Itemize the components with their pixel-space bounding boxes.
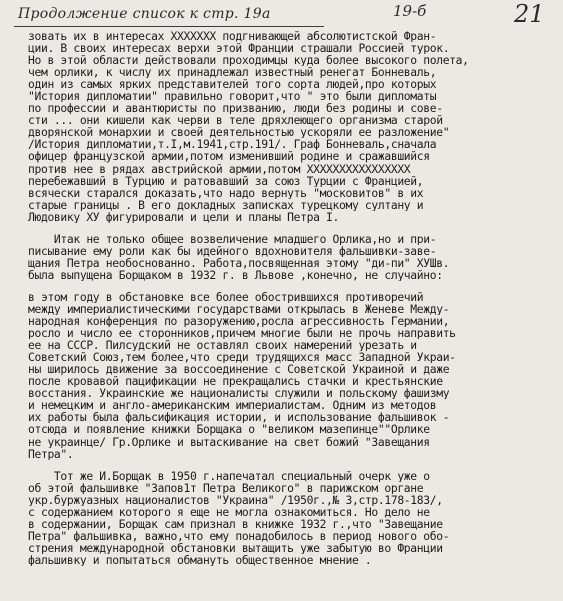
text-line: Итак не только общее возвеличение младшего Орлика,но и при- (28, 232, 437, 245)
text-line: по профессии и авантюристы по призванию, люди без родины и сове- (28, 102, 443, 115)
text-line: против нее в рядах австрийской армии,потом ХХХХХХХХХХХХХХХХ (28, 162, 411, 175)
text-line: Людовику ХУ фигурировали и цели и планы Петра I. (28, 210, 340, 223)
text-line: отсюда и появление книжки Борщака о "великом мазепинце""Орлике (28, 423, 430, 436)
page-header (0, 0, 563, 34)
text-line: один из самых ярких представителей того сорта людей,про которых (28, 78, 437, 91)
handwritten-continuation-note: Продолжение список к стр. 19а (18, 6, 271, 22)
text-line: сти ... они кишели как черви в теле дряхлеющего организма старой (28, 114, 443, 127)
text-line: ее на СССР. Пилсудский не оставлял своих намерений урезать и (28, 339, 417, 352)
text-line: ны ширилось движение за воссоединение с Советской Украиной и даже (28, 363, 450, 376)
text-line: укр.буржуазных националистов "Украина" /1950г.,№ 3,стр.178-183/, (28, 493, 443, 506)
text-line: с содержанием которого я еще не могла ознакомиться. Но дело не (28, 505, 430, 518)
paragraph-gap (28, 460, 550, 470)
text-line: стрения международной обстановки вытащить уже забытую во Франции (28, 541, 443, 554)
text-line: их работы была фальсификация истории, и использование фальшивок - (28, 411, 450, 424)
handwritten-page-number: 21 (514, 0, 545, 28)
header-underline (14, 26, 324, 27)
text-line: щания Петра необоснованно. Работа,посвященная этому "ди-пи" ХУШв. (28, 256, 450, 269)
text-line: /История дипломатии,т.I,м.1941,стр.191/. Граф Бонневаль,сначала (28, 138, 437, 151)
text-line: после кровавой пацификации не прекращались стачки и крестьянские (28, 375, 443, 388)
text-line: всячески старался доказать,что надо вернуть "московитов" в их (28, 186, 424, 199)
handwritten-reference-number: 19-б (393, 2, 427, 20)
text-line: перебежавший в Турцию и ратовавший за союз Турции с Францией, (28, 174, 424, 187)
paragraph-gap (28, 281, 550, 291)
text-line: дворянской монархии и своей деятельностью ускоряли ее разложение" (28, 126, 450, 139)
text-line: народная конференция по разоружению,росла агрессивность Германии, (28, 315, 450, 328)
text-line: Советский Союз,тем более,что среди трудящихся масс Западной Украи- (28, 351, 456, 364)
paragraph-gap (28, 223, 550, 233)
text-line: Петра" фальшивка, важно,что ему понадобилось в период нового обо- (28, 529, 450, 542)
text-line: не украинце/ Гр.Орлике и вытаскивание на свет божий "Завещания (28, 435, 430, 448)
text-line: и немецким и англо-американским империалистам. Одним из методов (28, 399, 437, 412)
text-line: старые границы . В его докладных записках турецкому султану и (28, 198, 424, 211)
text-line: Но в этой области действовали проходимцы куда более высокого полета, (28, 54, 469, 67)
text-line: в содержании, Борщак сам признал в книжке 1932 г.,что "Завещание (28, 517, 443, 530)
text-line: Петра". (28, 447, 74, 460)
text-line: "История дипломатии" правильно говорит,что " это были дипломаты (28, 90, 437, 103)
text-line: в этом году в обстановке все более обострившихся противоречий (28, 290, 424, 303)
typed-body-text (28, 30, 550, 566)
text-line: фальшивку и попытаться обмануть общественное мнение . (28, 553, 372, 566)
text-line: зовать их в интересах ХХХХХХХ подгнивающей абсолютистской Фран- (28, 30, 437, 43)
text-line: росло и число ее сторонников,причем многие были не прочь направить (28, 327, 456, 340)
text-line: офицер французской армии,потом изменивший родине и сражавшийся (28, 150, 430, 163)
text-line: об этой фальшивке "Запов1т Петра Великого" в парижском органе (28, 481, 424, 494)
text-line: писывание ему роли как бы идейного вдохновителя фальшивки-завe- (28, 244, 437, 257)
text-line: Тот же И.Борщак в 1950 г.напечатал специальный очерк уже о (28, 469, 430, 482)
text-line: была выпущена Борщаком в 1932 г. в Львове ,конечно, не случайно: (28, 268, 443, 281)
text-line: чем орлики, к числу их принадлежал известный ренегат Бонневаль, (28, 66, 437, 79)
text-line: восстания. Украинские же националисты служили и польскому фашизму (28, 387, 450, 400)
text-line: ции. В своих интересах верхи этой Франции страшали Россией турок. (28, 42, 450, 55)
text-line: между империалистическими государствами открылась в Женеве Между- (28, 302, 450, 316)
